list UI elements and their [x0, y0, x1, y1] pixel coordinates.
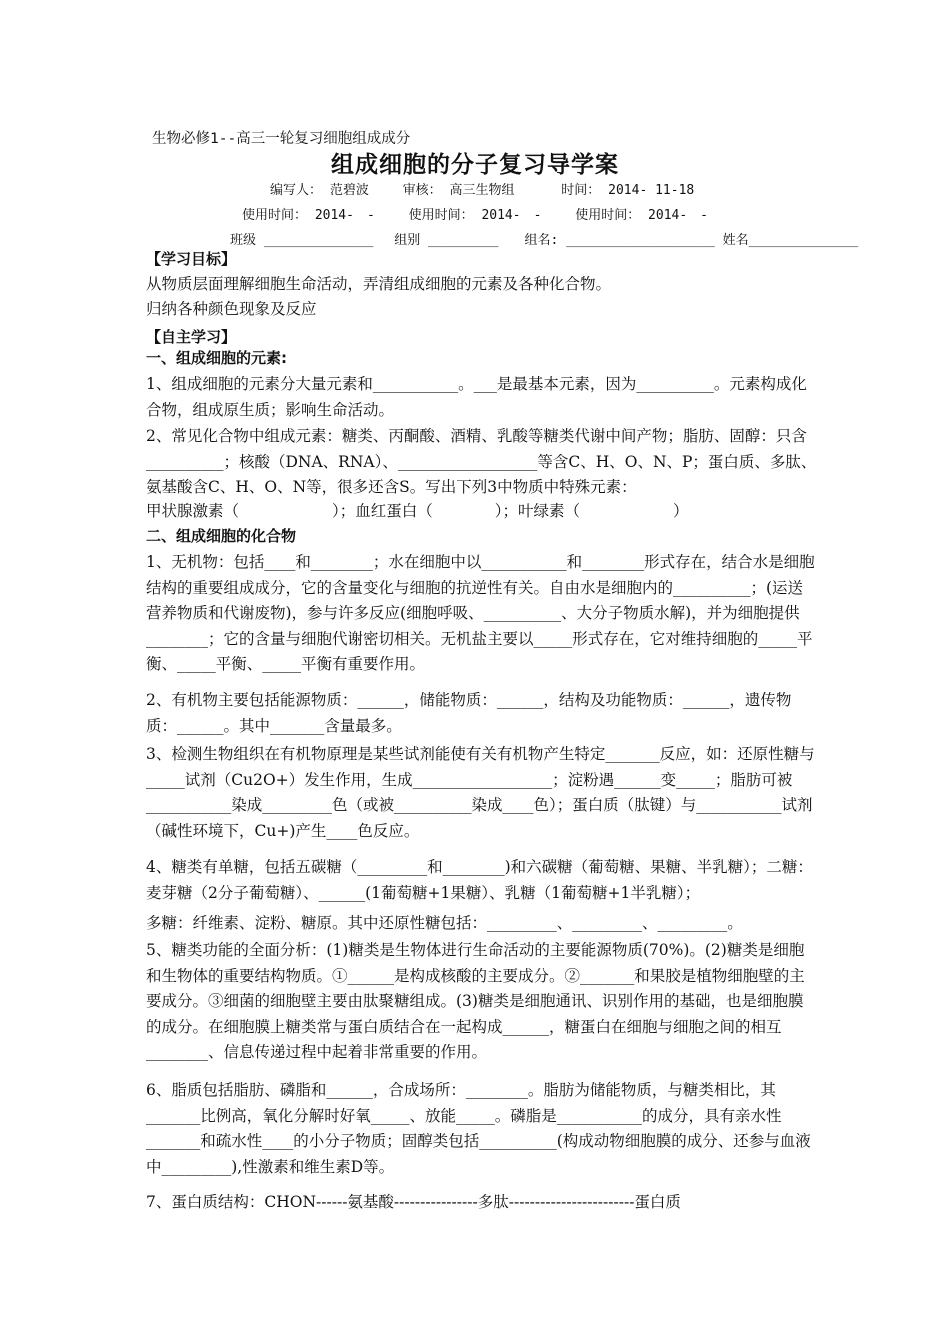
paragraph-2-5: 5、糖类功能的全面分析：(1)糖类是生物体进行生命活动的主要能源物质(70%)。(2)糖类是细胞和生物体的重要结构物质。①______是构成核酸的主要成分。②_______和果胶是植物细胞壁的主要成分。③细菌的细胞壁主要由肽聚糖组成。(3)糖类是细胞通讯、识别作用的基础，也是细胞膜的成分。在细胞膜上糖类常与蛋白质结合在一起构成______，糖蛋白在细胞与细胞之间的相互________、信息传递过程中起着非常重要的作用。: [146, 941, 805, 1061]
paragraph-1-3: 甲状腺激素（ ）；血红蛋白（ ）；叶绿素（ ）: [146, 502, 689, 520]
class-info: 班级 ______________ 组别 _________ 组名: ___________________ 姓名______________: [230, 233, 859, 248]
paragraph-2-4b: 多糖：纤维素、淀粉、糖原。其中还原性糖包括：_________、_________、_________。: [146, 914, 743, 932]
goal-1: 从物质层面理解细胞生命活动，弄清组成细胞的元素及各种化合物。: [146, 275, 612, 293]
page-title: 组成细胞的分子复习导学案: [331, 152, 619, 178]
part2-heading: 二、组成细胞的化合物: [146, 527, 297, 545]
usage-time: 使用时间： 2014- - 使用时间： 2014- - 使用时间： 2014- -: [242, 208, 709, 223]
paragraph-2-3: 3、检测生物组织在有机物原理是某些试剂能使有关有机物产生特定_______反应，如：还原性糖与_____试剂（Cu2O+）发生作用，生成__________________；淀粉遇______变_____；脂肪可被___________染成_________色（或被__________染成____色）；蛋白质（肽键）与___________试剂（碱性环境下，Cu+)产生____色反应。: [146, 745, 815, 840]
course-subtitle: 生物必修1--高三一轮复习细胞组成成分: [152, 131, 411, 147]
paragraph-1-1: 1、组成细胞的元素分大量元素和___________。___是最基本元素，因为__________。元素构成化合物，组成原生质；影响生命活动。: [146, 375, 807, 419]
author-info: 编写人： 范碧波 审核： 高三生物组 时间： 2014- 11-18: [270, 183, 695, 198]
paragraph-2-6: 6、脂质包括脂肪、磷脂和______，合成场所：________。脂肪为储能物质，与糖类相比，其_______比例高，氧化分解时好氧_____、放能_____。磷脂是___________的成分，具有亲水性_______和疏水性____的小分子物质；固醇类包括__________(构成动物细胞膜的成分、还参与血液中_________),性激素和维生素D等。: [146, 1081, 811, 1176]
paragraph-2-4: 4、糖类有单糖，包括五碳糖（_________和________)和六碳糖（葡萄糖、果糖、半乳糖）；二糖：麦芽糖（2分子葡萄糖）、______(1葡萄糖+1果糖）、乳糖（1葡萄糖+1半乳糖）；: [146, 858, 813, 902]
paragraph-2-7: 7、蛋白质结构：CHON------氨基酸----------------多肽------------------------蛋白质: [146, 1193, 681, 1211]
paragraph-2-1: 1、无机物：包括____和________；水在细胞中以___________和________形式存在，结合水是细胞结构的重要组成成分，它的含量变化与细胞的抗逆性有关。自由水是细胞内的__________；(运送营养物质和代谢废物)，参与许多反应(细胞呼吸、__________、大分子物质水解)，并为细胞提供________；它的含量与细胞代谢密切相关。无机盐主要以_____形式存在，它对维持细胞的_____平衡、_____平衡、_____平衡有重要作用。: [146, 553, 815, 673]
paragraph-1-2: 2、常见化合物中组成元素：糖类、丙酮酸、酒精、乳酸等糖类代谢中间产物；脂肪、固醇：只含__________；核酸（DNA、RNA）、__________________等含C、H、O、N、P；蛋白质、多肽、氨基酸含C、H、O、N等，很多还含S。写出下列3中物质中特殊元素：: [146, 427, 817, 496]
part1-heading: 一、组成细胞的元素:: [146, 349, 287, 367]
goal-2: 归纳各种颜色现象及反应: [146, 300, 317, 318]
self-study-heading: 【自主学习】: [146, 328, 237, 346]
goals-heading: 【学习目标】: [146, 250, 237, 268]
paragraph-2-2: 2、有机物主要包括能源物质：______，储能物质：______，结构及功能物质：______，遗传物质：______。其中_______含量最多。: [146, 691, 792, 735]
